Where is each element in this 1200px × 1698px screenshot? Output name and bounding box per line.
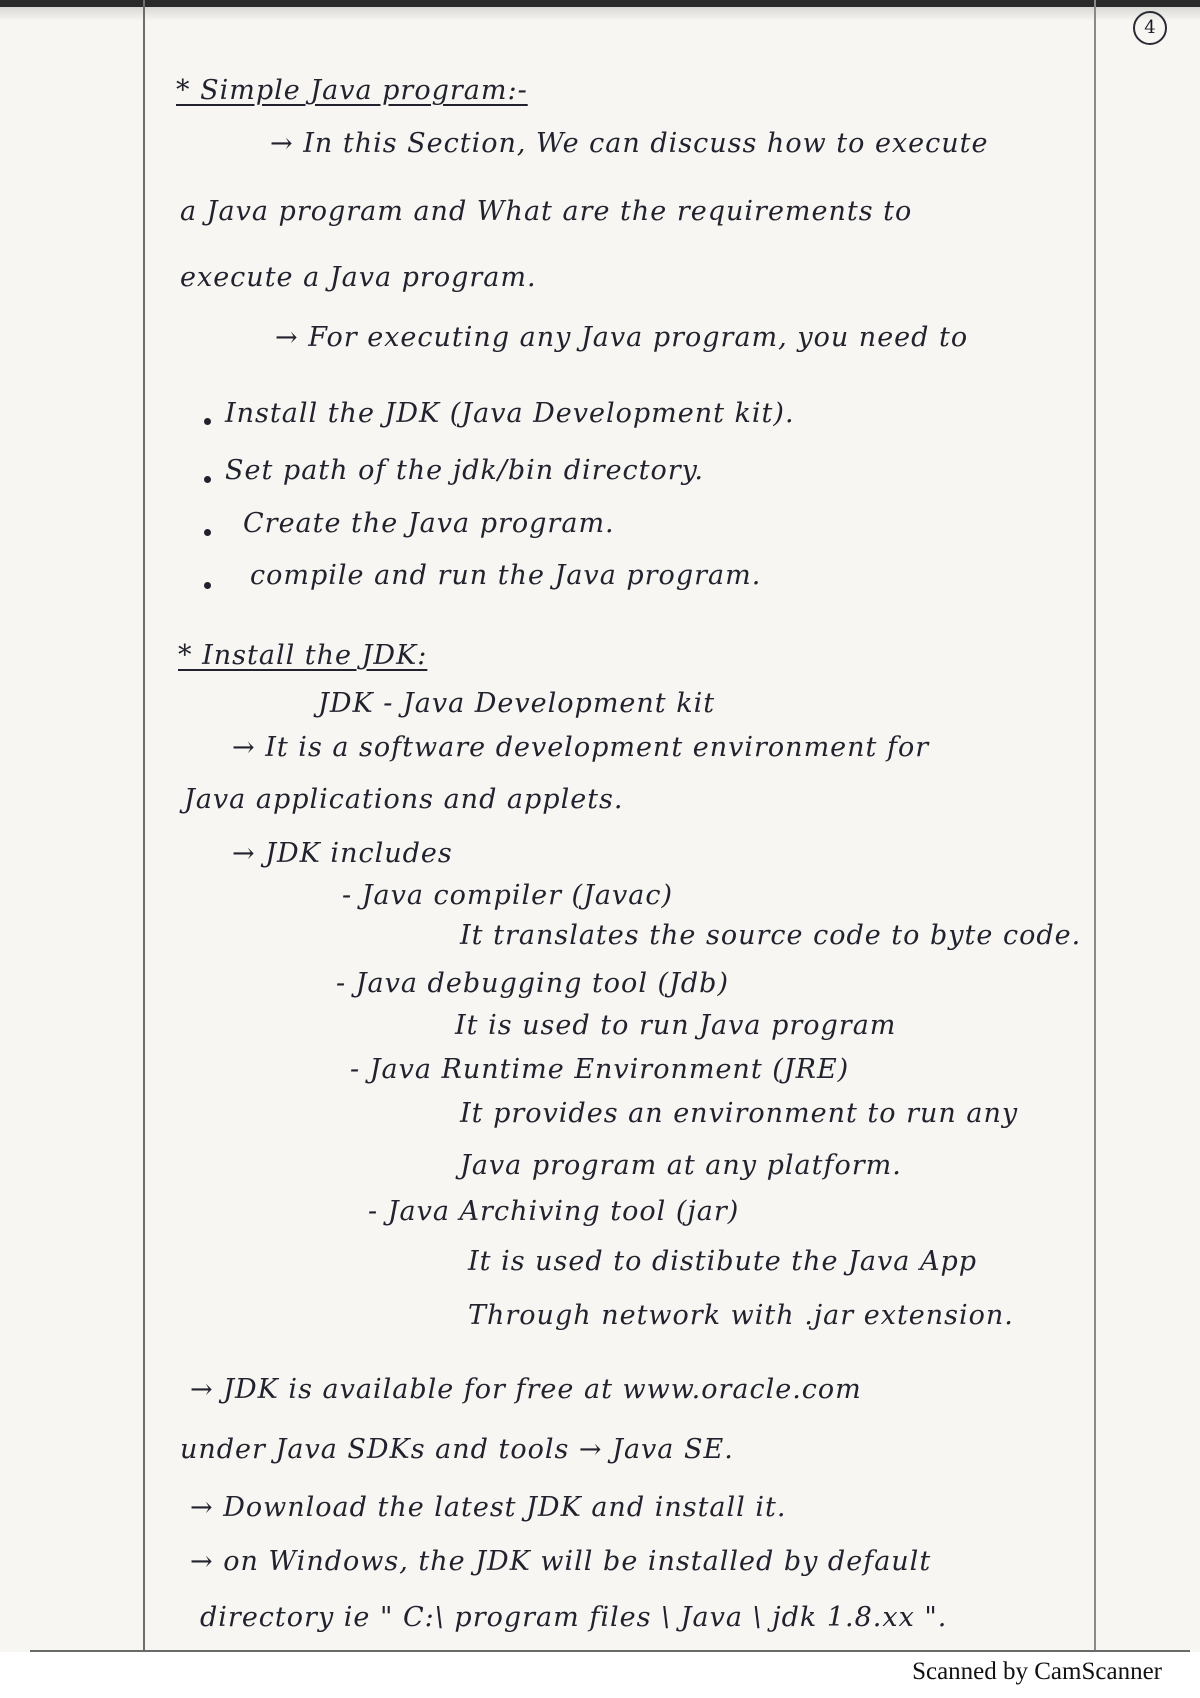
bullet-dot [204,476,211,483]
note-line: directory ie " C:\ program files \ Java \ jdk 1.8.xx ". [200,1602,948,1633]
note-line: → It is a software development environment for [232,732,930,763]
note-line: Through network with .jar extension. [468,1300,1014,1331]
right-edge-rule [1094,0,1096,1652]
note-line: → Download the latest JDK and install it. [190,1492,787,1523]
margin-rule [143,0,145,1652]
note-line: Java program at any platform. [460,1150,902,1181]
page-top-shadow [0,7,1200,21]
bullet-item: Install the JDK (Java Development kit). [225,398,795,429]
note-line: It translates the source code to byte code. [460,920,1082,951]
note-line: It is used to run Java program [455,1010,897,1041]
note-line: → on Windows, the JDK will be installed by default [190,1546,932,1577]
bullet-dot [204,418,211,425]
scanner-watermark: Scanned by CamScanner [912,1658,1162,1685]
note-line: - Java Runtime Environment (JRE) [350,1054,850,1085]
note-line: → For executing any Java program, you need to [275,322,969,353]
note-line: → JDK is available for free at www.oracle.com [190,1374,862,1405]
note-line: Java applications and applets. [184,784,624,815]
note-line: It provides an environment to run any [460,1098,1019,1129]
note-line: - Java compiler (Javac) [342,880,674,911]
bullet-item: compile and run the Java program. [250,560,762,591]
section-heading-simple-java: * Simple Java program:- [176,75,528,106]
note-line: - Java debugging tool (Jdb) [336,968,729,999]
note-line: → In this Section, We can discuss how to execute [270,128,989,159]
note-line: a Java program and What are the requirements to [180,196,913,227]
note-line: execute a Java program. [180,262,537,293]
note-line: It is used to distibute the Java App [468,1246,978,1277]
bullet-item: Create the Java program. [243,508,615,539]
note-line: JDK - Java Development kit [318,688,716,719]
section-heading-install-jdk: * Install the JDK: [178,640,428,671]
bullet-item: Set path of the jdk/bin directory. [225,455,704,486]
bullet-dot [204,529,211,536]
note-line: - Java Archiving tool (jar) [368,1196,740,1227]
page-number: 4 [1133,11,1167,45]
bullet-dot [204,582,211,589]
page-bottom-edge [30,1650,1190,1652]
note-line: under Java SDKs and tools → Java SE. [180,1434,734,1465]
page-top-edge [0,0,1200,7]
note-line: → JDK includes [232,838,453,869]
